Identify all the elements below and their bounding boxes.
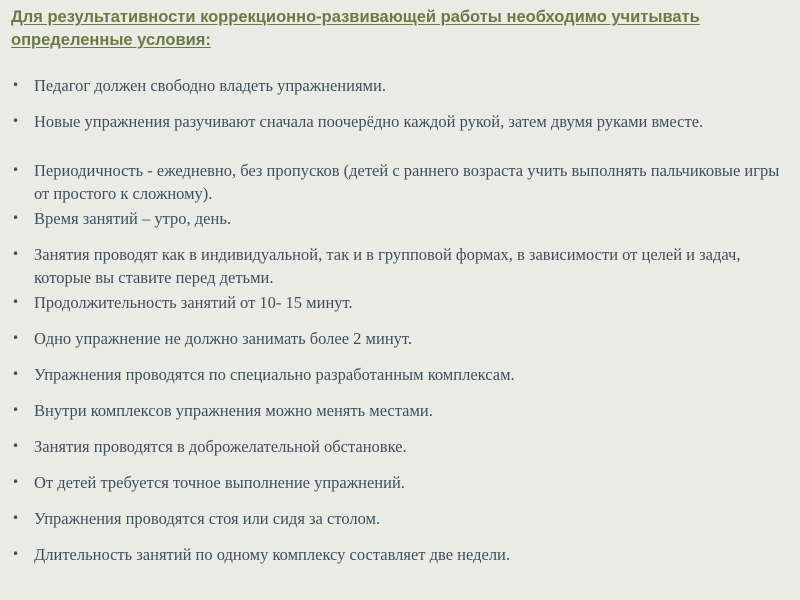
bullet-icon: •: [12, 439, 20, 453]
list-item-text: Занятия проводят как в индивидуальной, так и в групповой формах, в зависимости от целей и задач, которые вы ставите перед детьми.: [34, 245, 741, 287]
bullet-icon: •: [12, 295, 20, 309]
list-item-text: Новые упражнения разучивают сначала поочерёдно каждой рукой, затем двумя руками вместе.: [34, 112, 704, 131]
bullet-icon: •: [12, 78, 20, 92]
slide-title: Для результативности коррекционно-развивающей работы необходимо учитывать определенные условия:: [11, 8, 700, 49]
list-item-9: [12, 399, 788, 422]
bullet-icon: •: [12, 247, 20, 261]
list-item-text: Периодичность - ежедневно, без пропусков (детей с раннего возраста учить выполнять пальчиковые игры от простого к сложному).: [34, 161, 780, 203]
list-item-2: [12, 110, 788, 133]
list-item-text: Время занятий – утро, день.: [34, 209, 231, 228]
bullet-icon: •: [12, 163, 20, 177]
list-item-5: [12, 243, 788, 289]
list-item-6: [12, 291, 788, 314]
list-item-10: [12, 435, 788, 458]
list-item-text: Одно упражнение не должно занимать более 2 минут.: [34, 329, 413, 348]
list-item-11: [12, 471, 788, 494]
list-item-3: [12, 159, 788, 205]
list-item-text: Занятия проводятся в доброжелательной обстановке.: [34, 437, 407, 456]
bullet-icon: •: [12, 511, 20, 525]
list-item-1: [12, 74, 788, 97]
bullet-icon: •: [12, 211, 20, 225]
list-item-text: Упражнения проводятся стоя или сидя за столом.: [34, 509, 381, 528]
list-item-4: [12, 207, 788, 230]
list-item-12: [12, 507, 788, 530]
bullet-icon: •: [12, 403, 20, 417]
bullet-icon: •: [12, 367, 20, 381]
list-item-text: Внутри комплексов упражнения можно менять местами.: [34, 401, 433, 420]
list-item-7: [12, 327, 788, 350]
list-item-text: Упражнения проводятся по специально разработанным комплексам.: [34, 365, 515, 384]
list-item-text: От детей требуется точное выполнение упражнений.: [34, 473, 405, 492]
list-item-13: [12, 543, 788, 566]
bullet-icon: •: [12, 114, 20, 128]
list-item-8: [12, 363, 788, 386]
list-item-text: Длительность занятий по одному комплексу составляет две недели.: [34, 545, 511, 564]
list-item-text: Продолжительность занятий от 10- 15 минут.: [34, 293, 353, 312]
bullet-icon: •: [12, 475, 20, 489]
list-item-text: Педагог должен свободно владеть упражнениями.: [34, 76, 386, 95]
bullet-icon: •: [12, 547, 20, 561]
bullet-icon: •: [12, 331, 20, 345]
